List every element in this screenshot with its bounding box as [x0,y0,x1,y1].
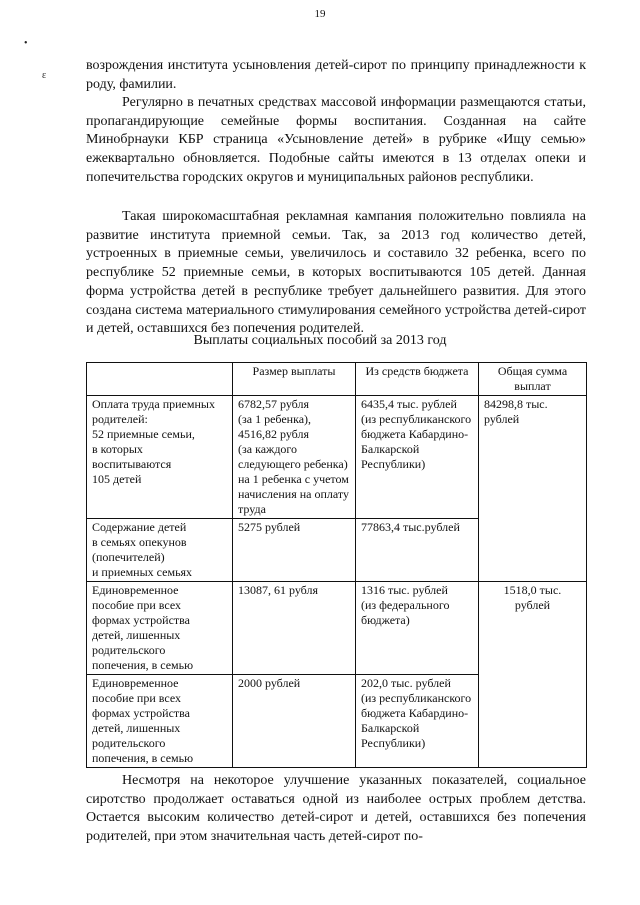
header-cell [87,363,233,396]
header-cell: Общая сумма выплат [479,363,587,396]
budget-source-cell: 1316 тыс. рублей (из федерального бюджета) [356,582,479,675]
budget-source-cell: 77863,4 тыс.рублей [356,519,479,582]
payment-type-cell: Единовременное пособие при всех формах устройства детей, лишенных родительского попечения, в семью [87,582,233,675]
paragraph-text: Такая широкомасштабная рекламная кампания положительно повлияла на развитие института приемной семьи. Так, за 2013 год количество детей, устроенных в приемные семьи, увеличилось и составило 32 ребенка, всего по республике 52 приемные семьи, в которых воспитываются 105 детей. Данная форма устройства детей в республике требует дальнейшего развития. Для этого создана система материального стимулирования семейного устройства детей-сирот и детей, оставшихся без попечения родителей. [86,209,586,337]
budget-source-cell: 6435,4 тыс. рублей (из республиканского бюджета Кабардино- Балкарской Республики) [356,396,479,519]
budget-source-cell: 202,0 тыс. рублей (из республиканского бюджета Кабардино- Балкарской Республики) [356,675,479,768]
table-caption: Выплаты социальных пособий за 2013 год [193,333,447,348]
payment-size-cell: 13087, 61 рубля [233,582,356,675]
total-sum-cell: 84298,8 тыс. рублей [479,396,587,582]
header-cell: Из средств бюджета [356,363,479,396]
paragraph-bottom [86,772,586,847]
table-header-row [87,363,587,396]
payment-size-cell: 5275 рублей [233,519,356,582]
table-row [87,396,587,519]
payment-size-cell: 2000 рублей [233,675,356,768]
header-cell: Размер выплаты [233,363,356,396]
margin-mark: • [24,38,28,49]
margin-mark: ɛ [42,70,47,81]
payment-type-cell: Оплата труда приемных родителей: 52 приемные семьи, в которых воспитываются 105 детей [87,396,233,519]
table-row [87,582,587,675]
total-sum-cell: 1518,0 тыс. рублей [479,582,587,768]
paragraph-text: Регулярно в печатных средствах массовой информации размещаются статьи, пропагандирующие семейные формы воспитания. Созданная на сайте Минобрнауки КБР страница «Усыновление детей» в рубрике «Ищу семью» ежеквартально обновляется. Подобные сайты имеются в 13 отделах опеки и попечительства городских округов и муниципальных районов республики. [86,95,586,185]
paragraph-campaign [86,208,586,339]
payment-type-cell: Единовременное пособие при всех формах устройства детей, лишенных родительского попечения, в семью [87,675,233,768]
page-number: 19 [314,8,326,20]
payment-size-cell: 6782,57 рубля (за 1 ребенка), 4516,82 рубля (за каждого следующего ребенка) на 1 ребенка с учетом начисления на оплату труда [233,396,356,519]
payments-table [86,362,587,768]
paragraph-text: возрождения института усыновления детей-сирот по принципу принадлежности к роду, фамилии. [86,58,586,92]
payment-type-cell: Содержание детей в семьях опекунов (попечителей) и приемных семьях [87,519,233,582]
paragraph-media [86,94,586,188]
paragraph-text: Несмотря на некоторое улучшение указанных показателей, социальное сиротство продолжает оставаться одной из наиболее острых проблем детства. Остается высоким количество детей-сирот и детей, оставшихся без попечения родителей, при этом значительная часть детей-сирот по- [86,773,586,845]
paragraph-continuation [86,57,586,94]
